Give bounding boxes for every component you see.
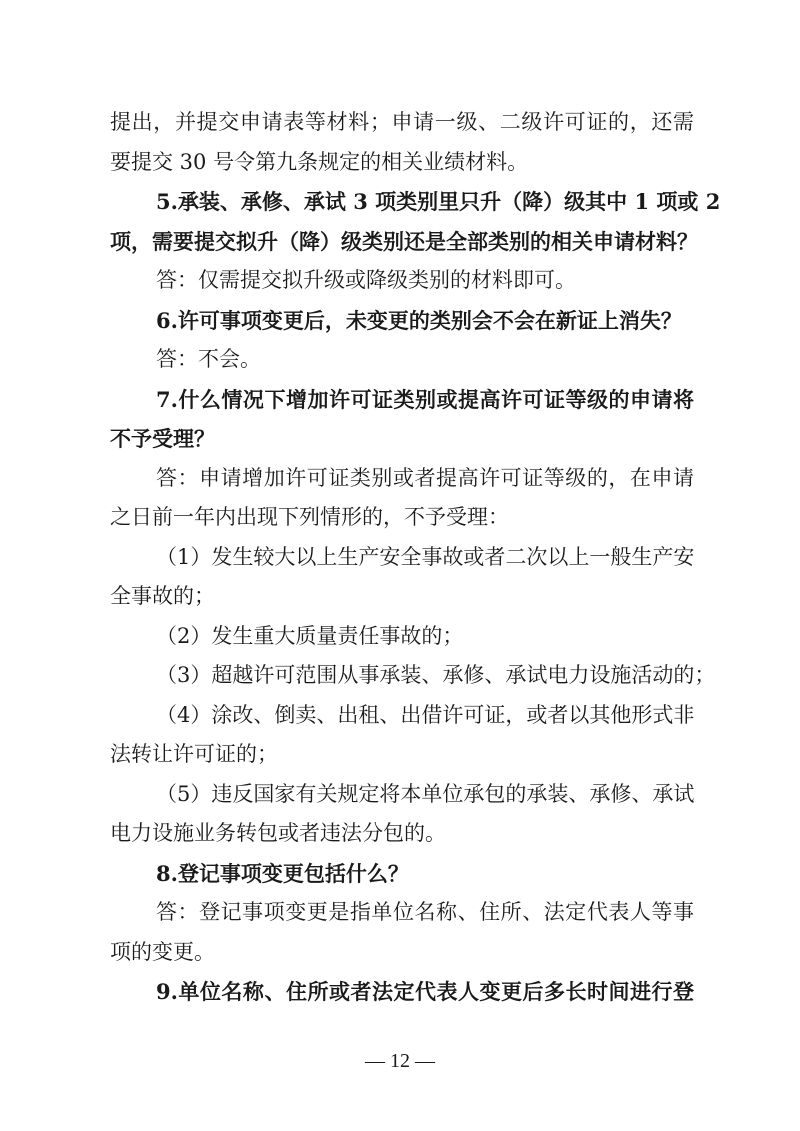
text-line: 电力设施业务转包或者违法分包的。 [110,821,446,845]
question-line: 项，需要提交拟升（降）级类别还是全部类别的相关申请材料？ [110,228,698,254]
text-line: 答：不会。 [156,347,261,371]
text-line: （4）涂改、倒卖、出租、出借许可证，或者以其他形式非 [156,702,695,727]
text-line: （5）违反国家有关规定将本单位承包的承装、承修、承试 [156,781,695,806]
question-line: 6.许可事项变更后，未变更的类别会不会在新证上消失？ [156,307,682,333]
text-line: 法转让许可证的； [110,742,278,766]
text-line: 全事故的； [110,584,215,608]
page-number: — 12 — [365,1050,435,1072]
text-line: 答：登记事项变更是指单位名称、住所、法定代表人等事 [156,900,694,924]
text-line: （1）发生较大以上生产安全事故或者二次以上一般生产安 [156,544,695,569]
question-line: 7.什么情况下增加许可证类别或提高许可证等级的申请将 [156,386,694,412]
question-line: 9.单位名称、住所或者法定代表人变更后多长时间进行登 [156,979,694,1004]
question-line: 5.承装、承修、承试 3 项类别里只升（降）级其中 1 项或 2 [156,189,721,214]
text-line: 提出，并提交申请表等材料；申请一级、二级许可证的，还需 [110,110,694,134]
text-line: 答：申请增加许可证类别或者提高许可证等级的，在申请 [156,465,694,490]
question-line: 8.登记事项变更包括什么？ [156,860,409,886]
document-body [110,103,721,1012]
text-line: （2）发生重大质量责任事故的； [156,623,464,648]
text-line: 答：仅需提交拟升级或降级类别的材料即可。 [156,268,576,292]
text-line: 要提交 30 号令第九条规定的相关业绩材料。 [110,149,529,174]
text-line: 项的变更。 [110,939,215,964]
text-line: 之日前一年内出现下列情形的，不予受理： [110,505,509,529]
question-line: 不予受理？ [110,426,215,451]
text-line: （3）超越许可范围从事承装、承修、承试电力设施活动的； [156,663,716,687]
